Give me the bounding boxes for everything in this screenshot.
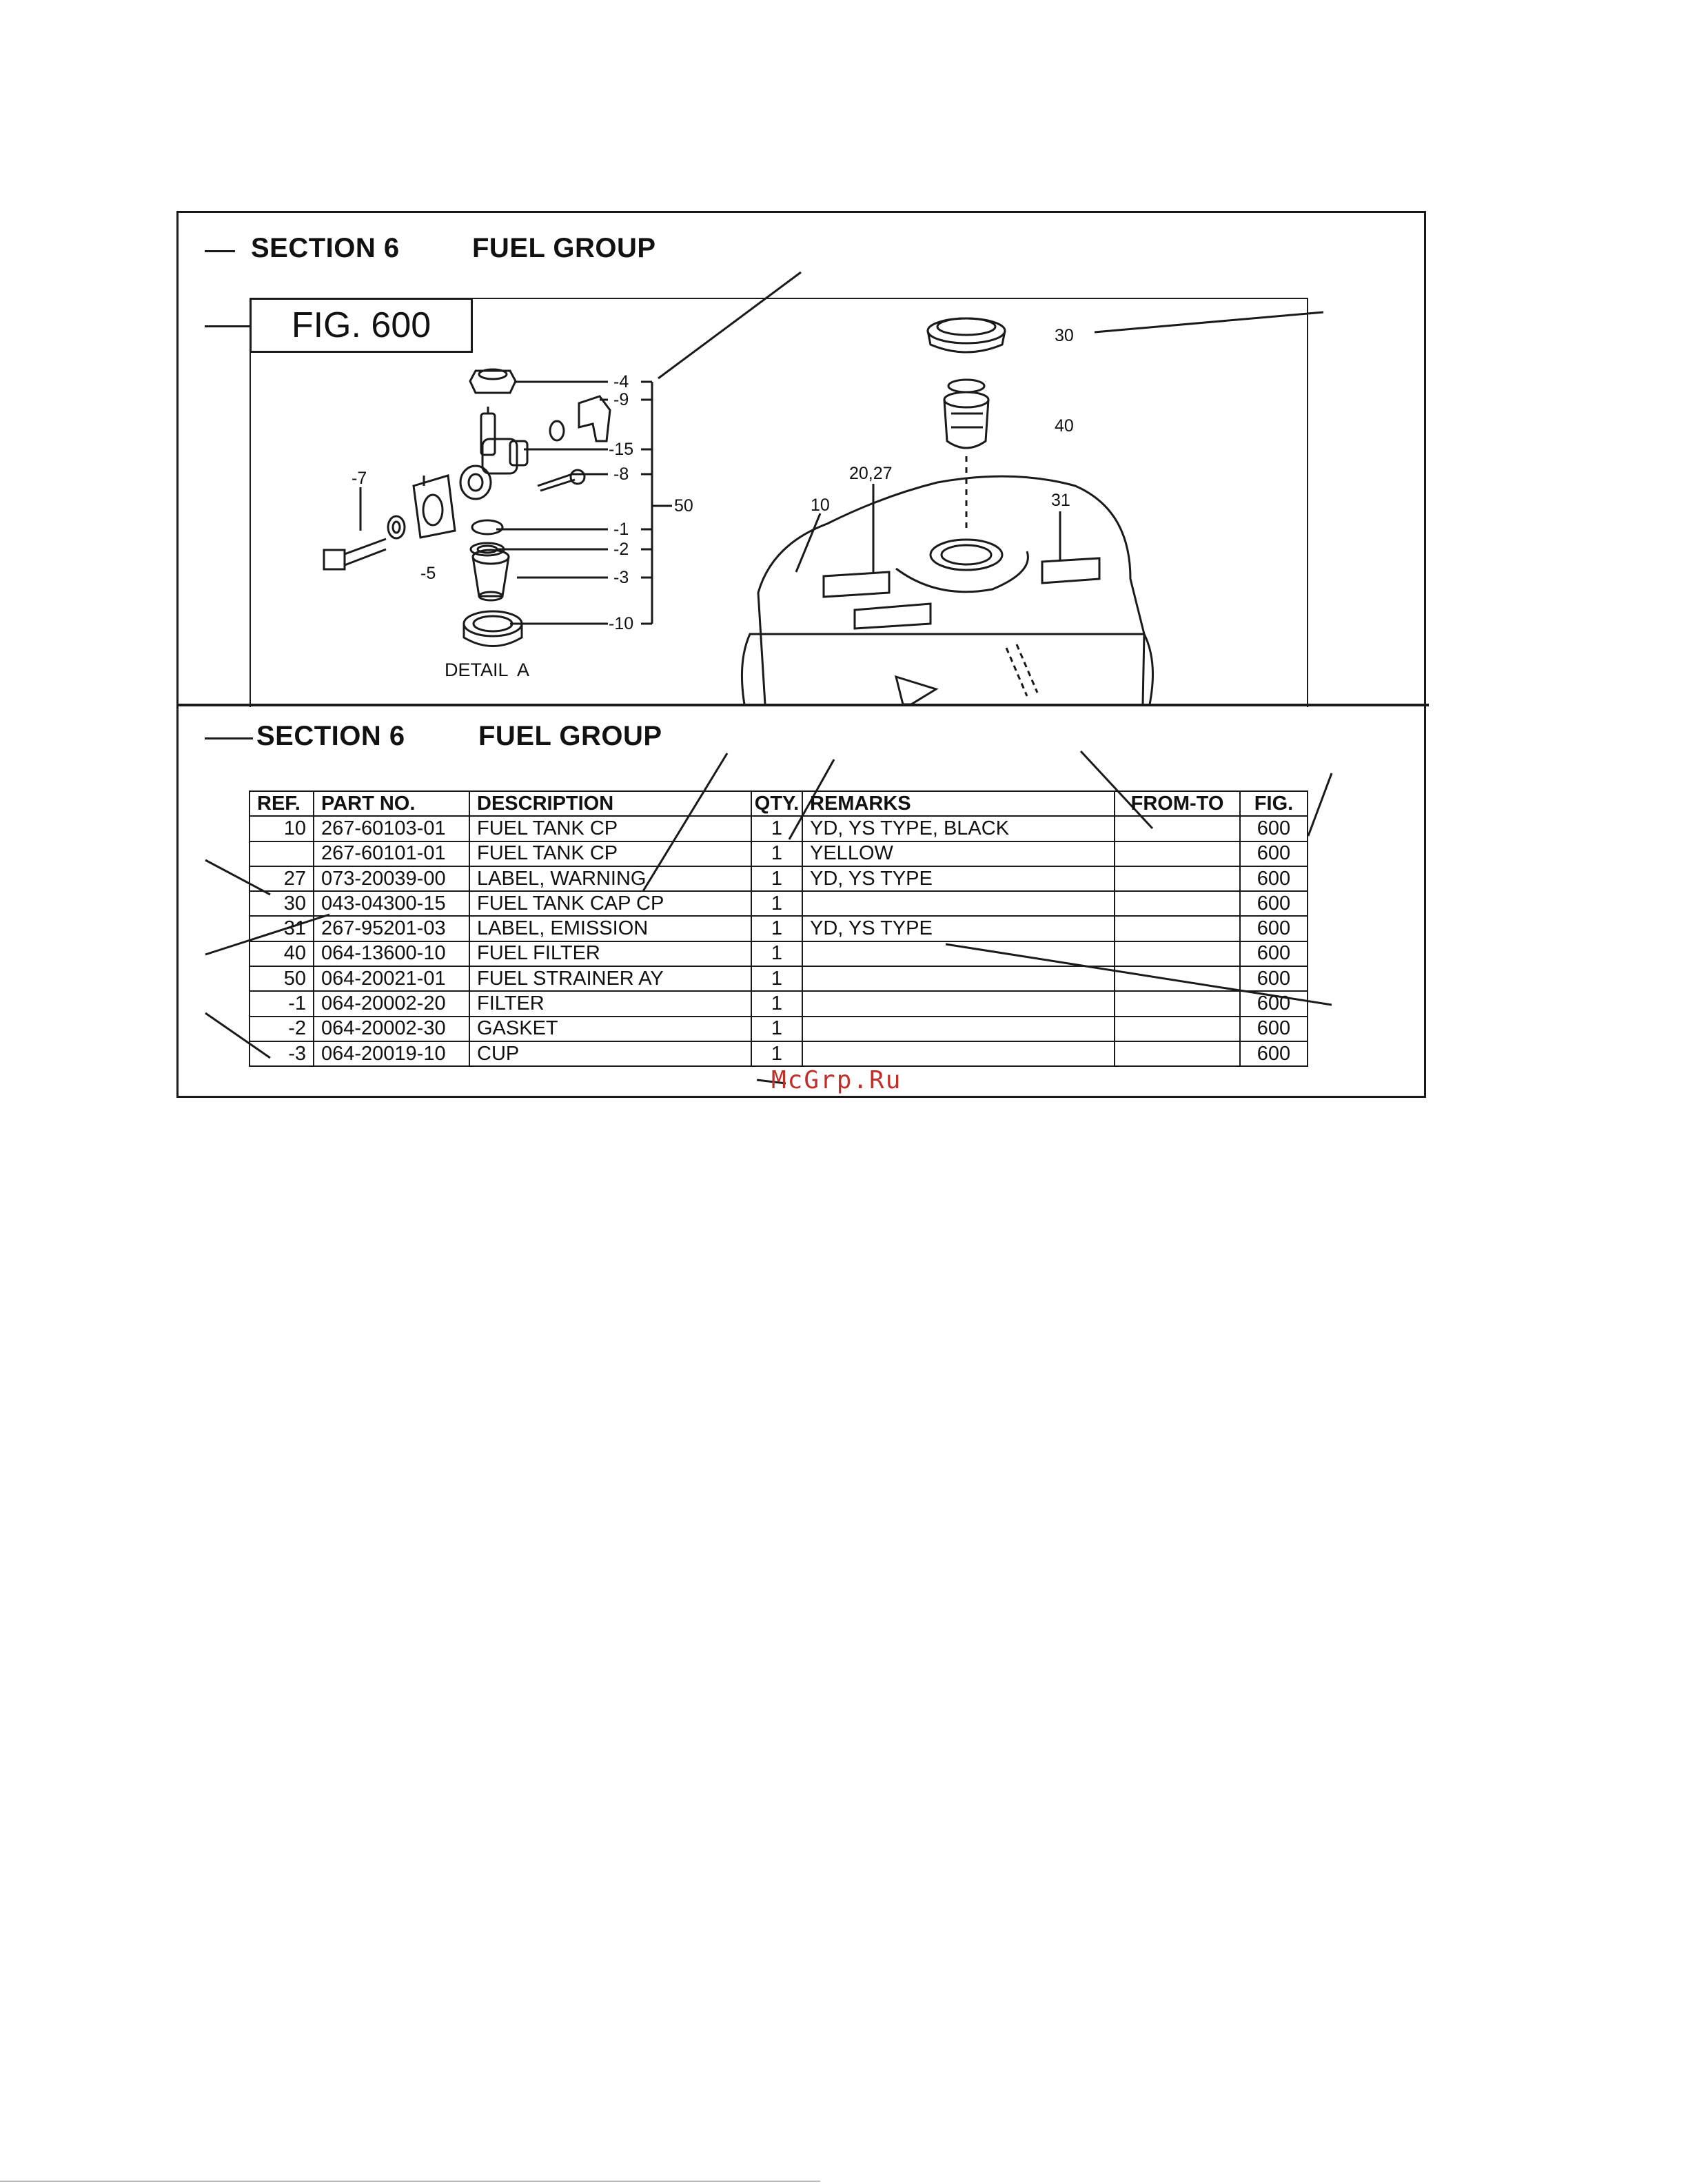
table-row (250, 916, 1308, 941)
cell-remarks (802, 891, 1115, 916)
section-title-upper: SECTION 6 (251, 233, 400, 263)
col-remarks: REMARKS (802, 791, 1115, 816)
cell-ref: 10 (250, 816, 314, 841)
callout-2: -2 (613, 540, 629, 559)
cell-part-no: 064-20002-30 (314, 1017, 469, 1041)
cell-qty: 1 (751, 1041, 802, 1066)
group-title-upper: FUEL GROUP (472, 233, 656, 263)
cell-fig: 600 (1240, 941, 1308, 966)
cell-qty: 1 (751, 941, 802, 966)
group-title-lower: FUEL GROUP (478, 721, 662, 751)
figure-label: FIG. 600 (250, 298, 473, 353)
cell-part-no: 043-04300-15 (314, 891, 469, 916)
callout-1: -1 (613, 520, 629, 539)
callout-20-27: 20,27 (849, 464, 893, 483)
cell-ref: -1 (250, 991, 314, 1016)
cell-remarks (802, 941, 1115, 966)
cell-ref: 50 (250, 966, 314, 991)
table-row (250, 891, 1308, 916)
section-dash-lower (205, 737, 253, 739)
cell-part-no: 267-60101-01 (314, 841, 469, 866)
cell-description: FUEL TANK CP (469, 841, 751, 866)
cell-ref: -2 (250, 1017, 314, 1041)
cell-part-no: 064-20021-01 (314, 966, 469, 991)
cell-from-to (1115, 1017, 1240, 1041)
col-qty: QTY. (751, 791, 802, 816)
cell-from-to (1115, 866, 1240, 891)
table-row (250, 991, 1308, 1016)
cell-qty: 1 (751, 816, 802, 841)
cell-ref: -3 (250, 1041, 314, 1066)
cell-fig: 600 (1240, 866, 1308, 891)
cell-fig: 600 (1240, 916, 1308, 941)
cell-description: CUP (469, 1041, 751, 1066)
cell-fig: 600 (1240, 1041, 1308, 1066)
callout-3: -3 (613, 568, 629, 587)
cell-ref: 40 (250, 941, 314, 966)
table-row (250, 816, 1308, 841)
cell-from-to (1115, 816, 1240, 841)
cell-part-no: 064-13600-10 (314, 941, 469, 966)
cell-from-to (1115, 991, 1240, 1016)
cell-description: FILTER (469, 991, 751, 1016)
cell-remarks: YD, YS TYPE, BLACK (802, 816, 1115, 841)
callout-8: -8 (613, 465, 629, 484)
callout-9: -9 (613, 390, 629, 409)
callout-15: -15 (609, 440, 634, 459)
cell-fig: 600 (1240, 891, 1308, 916)
cell-remarks (802, 1017, 1115, 1041)
cell-from-to (1115, 916, 1240, 941)
watermark: McGrp.Ru (771, 1066, 902, 1094)
cell-from-to (1115, 1041, 1240, 1066)
cell-remarks: YD, YS TYPE (802, 916, 1115, 941)
callout-40: 40 (1055, 416, 1074, 436)
cell-qty: 1 (751, 1017, 802, 1041)
cell-qty: 1 (751, 991, 802, 1016)
callout-7: -7 (352, 469, 367, 488)
table-row (250, 866, 1308, 891)
parts-table (249, 790, 1308, 1067)
cell-description: FUEL STRAINER AY (469, 966, 751, 991)
table-header-row (250, 791, 1308, 816)
cell-ref: 30 (250, 891, 314, 916)
callout-10: -10 (609, 614, 634, 633)
col-ref: REF. (250, 791, 314, 816)
cell-ref (250, 841, 314, 866)
cell-fig: 600 (1240, 816, 1308, 841)
cell-fig: 600 (1240, 966, 1308, 991)
table-row (250, 1017, 1308, 1041)
cell-description: FUEL FILTER (469, 941, 751, 966)
cell-qty: 1 (751, 841, 802, 866)
col-part-no: PART NO. (314, 791, 469, 816)
callout-31: 31 (1051, 491, 1070, 510)
cell-remarks (802, 966, 1115, 991)
cell-qty: 1 (751, 966, 802, 991)
callout-5: -5 (420, 564, 436, 583)
callout-50: 50 (674, 496, 693, 516)
cell-qty: 1 (751, 866, 802, 891)
cell-description: FUEL TANK CAP CP (469, 891, 751, 916)
cell-remarks (802, 991, 1115, 1016)
cell-from-to (1115, 941, 1240, 966)
cell-part-no: 267-95201-03 (314, 916, 469, 941)
callout-30: 30 (1055, 326, 1074, 345)
cell-description: LABEL, WARNING (469, 866, 751, 891)
callout-10-tank: 10 (811, 496, 830, 515)
cell-qty: 1 (751, 916, 802, 941)
table-row (250, 941, 1308, 966)
cell-fig: 600 (1240, 991, 1308, 1016)
page-bottom-rule (0, 2181, 820, 2182)
table-row (250, 1041, 1308, 1066)
col-from-to: FROM-TO (1115, 791, 1240, 816)
callout-4: -4 (613, 372, 629, 391)
cell-from-to (1115, 841, 1240, 866)
cell-remarks: YELLOW (802, 841, 1115, 866)
table-row (250, 966, 1308, 991)
cell-fig: 600 (1240, 1017, 1308, 1041)
cell-from-to (1115, 966, 1240, 991)
section-title-lower: SECTION 6 (256, 721, 405, 751)
table-row (250, 841, 1308, 866)
cell-remarks (802, 1041, 1115, 1066)
cell-ref: 31 (250, 916, 314, 941)
cell-description: GASKET (469, 1017, 751, 1041)
cell-part-no: 267-60103-01 (314, 816, 469, 841)
detail-a-label: DETAIL A (445, 660, 530, 680)
cell-description: FUEL TANK CP (469, 816, 751, 841)
cell-qty: 1 (751, 891, 802, 916)
cell-from-to (1115, 891, 1240, 916)
cell-description: LABEL, EMISSION (469, 916, 751, 941)
cell-ref: 27 (250, 866, 314, 891)
col-description: DESCRIPTION (469, 791, 751, 816)
cell-part-no: 064-20019-10 (314, 1041, 469, 1066)
cell-fig: 600 (1240, 841, 1308, 866)
col-fig: FIG. (1240, 791, 1308, 816)
cell-part-no: 064-20002-20 (314, 991, 469, 1016)
cell-part-no: 073-20039-00 (314, 866, 469, 891)
cell-remarks: YD, YS TYPE (802, 866, 1115, 891)
